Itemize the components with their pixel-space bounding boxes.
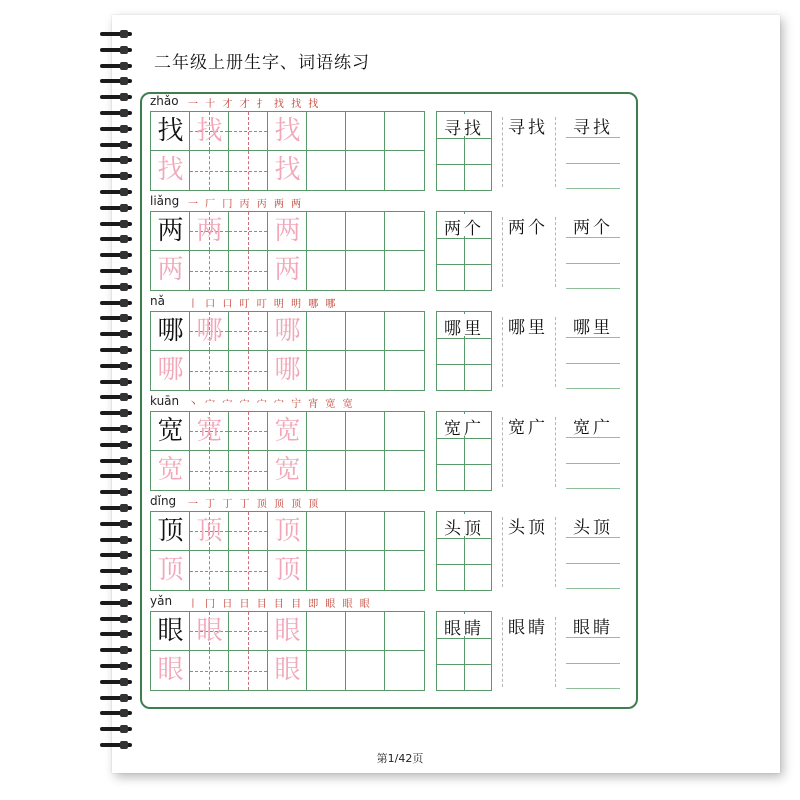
spiral-ring [100,741,136,749]
trace-character: 顶 [274,516,301,546]
trace-character: 宽 [157,455,184,485]
writing-cell[interactable] [385,612,424,651]
spiral-ring [100,77,136,85]
writing-cell[interactable] [385,312,424,351]
pinyin-label: zhǎo [150,94,179,108]
spiral-ring [100,709,136,717]
word-text: 宽广 [439,414,489,436]
word-text: 眼睛 [573,618,613,638]
stroke-order: 丶 宀 宀 宀 宀 宀 宁 宵 宽 宽 [188,399,355,410]
writing-cell[interactable] [229,312,268,351]
writing-cell[interactable] [307,112,346,151]
character-block [148,194,628,294]
writing-cell[interactable] [346,112,385,151]
word-text: 哪里 [508,318,548,338]
spiral-ring [100,346,136,354]
word-lined-area[interactable] [566,211,620,289]
trace-character: 眼 [274,616,301,646]
trace-character: 顶 [274,555,301,585]
word-box[interactable] [436,411,492,491]
word-lined-area[interactable] [566,511,620,589]
writing-cell[interactable] [346,512,385,551]
word-box[interactable] [436,211,492,291]
word-box[interactable] [436,311,492,391]
model-character: 找 [157,116,184,146]
spiral-ring [100,172,136,180]
writing-cell[interactable] [307,451,346,490]
trace-character: 眼 [196,616,223,646]
trace-character: 找 [196,116,223,146]
tianzige-grid [150,311,425,391]
spiral-ring [100,109,136,117]
writing-cell[interactable] [229,151,268,190]
spiral-ring [100,378,136,386]
word-text: 眼睛 [439,614,489,636]
spiral-ring [100,93,136,101]
spiral-ring [100,536,136,544]
writing-cell[interactable] [229,612,268,651]
trace-character: 哪 [196,316,223,346]
trace-character: 两 [196,216,223,246]
pinyin-label: yǎn [150,594,173,608]
tianzige-grid [150,111,425,191]
model-character: 顶 [157,516,184,546]
spiral-ring [100,362,136,370]
spiral-ring [100,441,136,449]
writing-cell[interactable] [307,212,346,251]
tianzige-grid [150,211,425,291]
spiral-ring [100,662,136,670]
spiral-ring [100,409,136,417]
spiral-ring [100,725,136,733]
word-text: 两个 [439,214,489,236]
writing-cell[interactable] [385,551,424,590]
character-block [148,394,628,494]
page-title: 二年级上册生字、词语练习 [154,53,370,73]
writing-cell[interactable] [229,112,268,151]
spiral-ring [100,314,136,322]
word-text: 寻找 [439,114,489,136]
character-block [148,94,628,194]
writing-cell[interactable] [385,251,424,290]
word-lined-area[interactable] [566,311,620,389]
writing-cell[interactable] [346,612,385,651]
word-text: 眼睛 [508,618,548,638]
writing-cell[interactable] [385,412,424,451]
stroke-order: 一 十 才 才 扌 找 找 找 [188,99,321,110]
spiral-ring [100,188,136,196]
spiral-ring [100,504,136,512]
word-dashed-area[interactable] [501,311,555,389]
word-text: 寻找 [573,118,613,138]
writing-cell[interactable] [307,151,346,190]
writing-cell[interactable] [190,151,229,190]
tianzige-grid [150,411,425,491]
pinyin-label: dǐng [150,494,177,508]
spiral-ring [100,62,136,70]
word-dashed-area[interactable] [501,611,555,689]
trace-character: 找 [157,155,184,185]
writing-cell[interactable] [346,551,385,590]
tianzige-grid [150,611,425,691]
writing-cell[interactable] [307,351,346,390]
spiral-ring [100,425,136,433]
trace-character: 宽 [196,416,223,446]
model-character: 两 [157,216,184,246]
writing-cell[interactable] [229,651,268,690]
word-text: 两个 [508,218,548,238]
spiral-ring [100,488,136,496]
model-character: 哪 [157,316,184,346]
word-text: 两个 [573,218,613,238]
spiral-ring [100,646,136,654]
spiral-ring [100,615,136,623]
writing-cell[interactable] [307,412,346,451]
spiral-ring [100,567,136,575]
word-text: 哪里 [573,318,613,338]
writing-cell[interactable] [229,351,268,390]
word-lined-area[interactable] [566,111,620,189]
spiral-ring [100,472,136,480]
spiral-ring [100,330,136,338]
word-text: 头顶 [508,518,548,538]
writing-cell[interactable] [385,351,424,390]
writing-cell[interactable] [346,351,385,390]
trace-character: 眼 [274,655,301,685]
pinyin-label: nǎ [150,294,165,308]
spiral-ring [100,46,136,54]
character-block [148,294,628,394]
spiral-ring [100,141,136,149]
writing-cell[interactable] [190,251,229,290]
word-dashed-area[interactable] [501,511,555,589]
spiral-ring [100,30,136,38]
trace-character: 顶 [196,516,223,546]
trace-character: 眼 [157,655,184,685]
writing-cell[interactable] [385,451,424,490]
trace-character: 宽 [274,455,301,485]
spiral-ring [100,630,136,638]
spiral-ring [100,220,136,228]
writing-cell[interactable] [307,612,346,651]
word-dashed-area[interactable] [501,111,555,189]
writing-cell[interactable] [307,312,346,351]
word-text: 哪里 [439,314,489,336]
writing-cell[interactable] [229,512,268,551]
trace-character: 顶 [157,555,184,585]
word-box[interactable] [436,511,492,591]
word-text: 头顶 [439,514,489,536]
writing-cell[interactable] [385,512,424,551]
writing-cell[interactable] [190,651,229,690]
writing-cell[interactable] [307,251,346,290]
character-block [148,494,628,594]
tianzige-grid [150,511,425,591]
writing-cell[interactable] [190,351,229,390]
writing-cell[interactable] [307,512,346,551]
word-dashed-area[interactable] [501,211,555,289]
character-block [148,594,628,694]
page-number: 第1/42页 [376,752,424,765]
spiral-ring [100,125,136,133]
trace-character: 哪 [157,355,184,385]
spiral-ring [100,299,136,307]
word-dashed-area[interactable] [501,411,555,489]
writing-cell[interactable] [229,212,268,251]
word-text: 宽广 [508,418,548,438]
spiral-ring [100,520,136,528]
spiral-ring [100,283,136,291]
writing-cell[interactable] [385,112,424,151]
stroke-order: 丨 冂 日 日 目 目 目 即 眼 眼 眼 [188,599,372,610]
writing-cell[interactable] [346,312,385,351]
stroke-order: 一 厂 冂 丙 丙 两 两 [188,199,304,210]
writing-cell[interactable] [346,412,385,451]
stroke-order: 一 丁 丁 丁 顶 顶 顶 顶 [188,499,321,510]
writing-cell[interactable] [346,151,385,190]
writing-cell[interactable] [346,212,385,251]
spiral-ring [100,267,136,275]
stroke-order: 丨 口 口 叮 叮 明 明 哪 哪 [188,299,338,310]
trace-character: 两 [274,255,301,285]
writing-cell[interactable] [190,551,229,590]
spiral-ring [100,583,136,591]
pinyin-label: liǎng [150,194,180,208]
spiral-ring [100,156,136,164]
spiral-ring [100,551,136,559]
model-character: 眼 [157,616,184,646]
word-text: 头顶 [573,518,613,538]
trace-character: 找 [274,155,301,185]
word-text: 寻找 [508,118,548,138]
writing-cell[interactable] [190,451,229,490]
trace-character: 两 [274,216,301,246]
word-box[interactable] [436,611,492,691]
word-box[interactable] [436,111,492,191]
spiral-ring [100,678,136,686]
writing-cell[interactable] [385,151,424,190]
trace-character: 两 [157,255,184,285]
word-text: 宽广 [573,418,613,438]
writing-cell[interactable] [385,651,424,690]
pinyin-label: kuān [150,394,180,408]
writing-cell[interactable] [229,412,268,451]
writing-cell[interactable] [229,251,268,290]
writing-cell[interactable] [229,551,268,590]
trace-character: 哪 [274,316,301,346]
model-character: 宽 [157,416,184,446]
writing-cell[interactable] [307,551,346,590]
spiral-ring [100,393,136,401]
spiral-ring [100,235,136,243]
writing-cell[interactable] [385,212,424,251]
spiral-ring [100,599,136,607]
trace-character: 哪 [274,355,301,385]
writing-cell[interactable] [346,451,385,490]
word-lined-area[interactable] [566,611,620,689]
word-lined-area[interactable] [566,411,620,489]
trace-character: 找 [274,116,301,146]
spiral-ring [100,204,136,212]
writing-cell[interactable] [346,651,385,690]
spiral-ring [100,251,136,259]
spiral-ring [100,457,136,465]
writing-cell[interactable] [346,251,385,290]
trace-character: 宽 [274,416,301,446]
writing-cell[interactable] [307,651,346,690]
writing-cell[interactable] [229,451,268,490]
spiral-binding [100,30,140,760]
spiral-ring [100,694,136,702]
